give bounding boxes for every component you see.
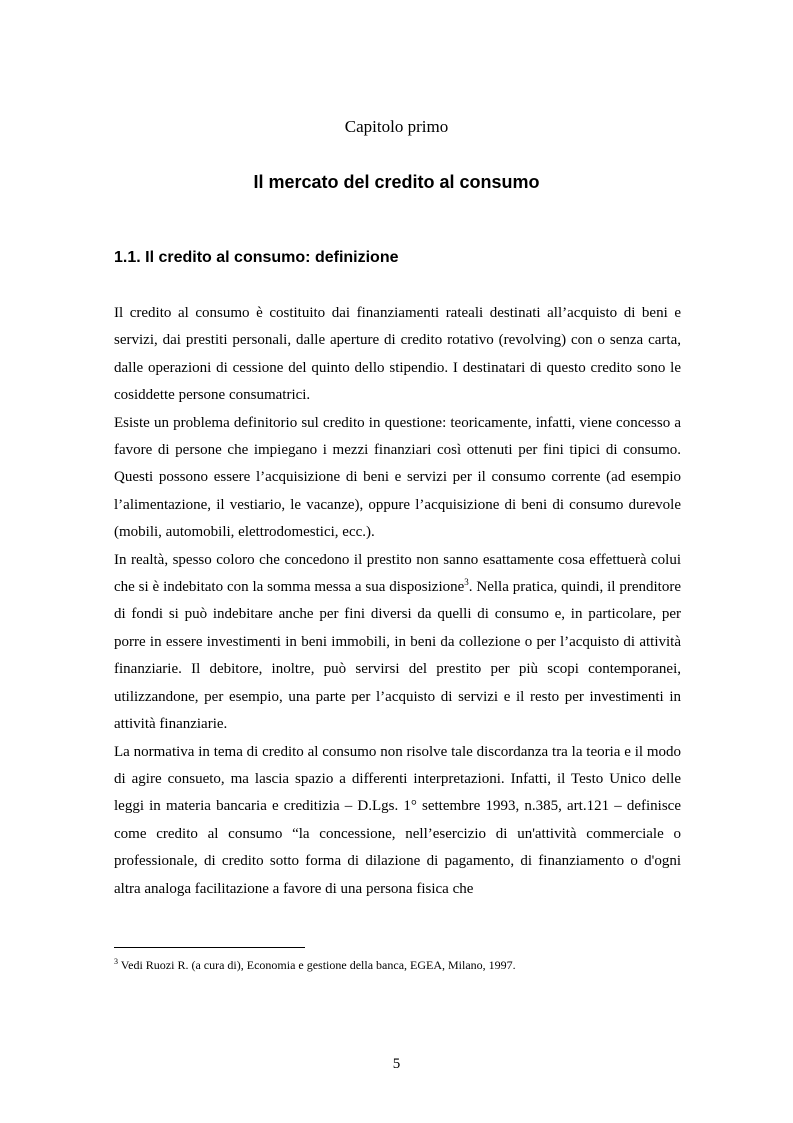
paragraph-3-text-a: In realtà, spesso coloro che concedono il prestito non sanno esattamente cosa effettuerà colui che si è indebitato con la somma messa a sua disposizione [114,551,681,596]
paragraph-2: Esiste un problema definitorio sul credito in questione: teoricamente, infatti, viene concesso a favore di persone che impiegano i mezzi finanziari così ottenuti per fini tipici di consumo. Questi possono essere l’acquisizione di beni e servizi per il consumo corrente (ad esempio l’alimentazione, il vestiario, le vacanze), oppure l’acquisizione di beni di consumo durevole (mobili, automobili, elettrodomestici, ecc.). [114,414,681,541]
section-heading: 1.1. Il credito al consumo: definizione [114,249,399,266]
paragraph-3 [114,547,681,739]
chapter-title: Il mercato del credito al consumo [253,172,540,192]
footnote-text: Vedi Ruozi R. (a cura di), Economia e gestione della banca, EGEA, Milano, 1997. [118,958,516,972]
footnote-number: 3 [114,957,118,966]
page-number: 5 [392,1056,401,1072]
footnote-divider [114,947,305,948]
paragraph-3-text-b: . Nella pratica, quindi, il prenditore di fondi si può indebitare anche per fini diversi da quelli di consumo e, in particolare, per porre in essere investimenti in beni immobili, in beni da collezione o per l’acquisto di attività finanziarie. Il debitore, inoltre, può servirsi del prestito per più scopi contemporanei, utilizzandone, per esempio, una parte per l’acquisto di servizi e il resto per investimenti in attività finanziarie. [114,579,681,733]
paragraph-4: La normativa in tema di credito al consumo non risolve tale discordanza tra la teoria e il modo di agire consueto, ma lascia spazio a differenti interpretazioni. Infatti, il Testo Unico delle leggi in materia bancaria e creditizia – D.Lgs. 1° settembre 1993, n.385, art.121 – definisce come credito al consumo “la concessione, nell’esercizio di un'attività commerciale o professionale, di credito sotto forma di dilazione di pagamento, di finanziamento o d'ogni altra analoga facilitazione a favore di una persona fisica che [114,743,681,897]
chapter-label: Capitolo primo [344,117,449,136]
paragraph-1: Il credito al consumo è costituito dai finanziamenti rateali destinati all’acquisto di beni e servizi, dai prestiti personali, dalle aperture di credito rotativo (revolving) con o senza carta, dalle operazioni di cessione del quinto dello stipendio. I destinatari di questo credito sono le cosiddette persone consumatrici. [114,305,681,404]
body-text [114,300,681,903]
footnote [114,957,681,973]
footnote-reference[interactable]: 3 [464,577,469,588]
